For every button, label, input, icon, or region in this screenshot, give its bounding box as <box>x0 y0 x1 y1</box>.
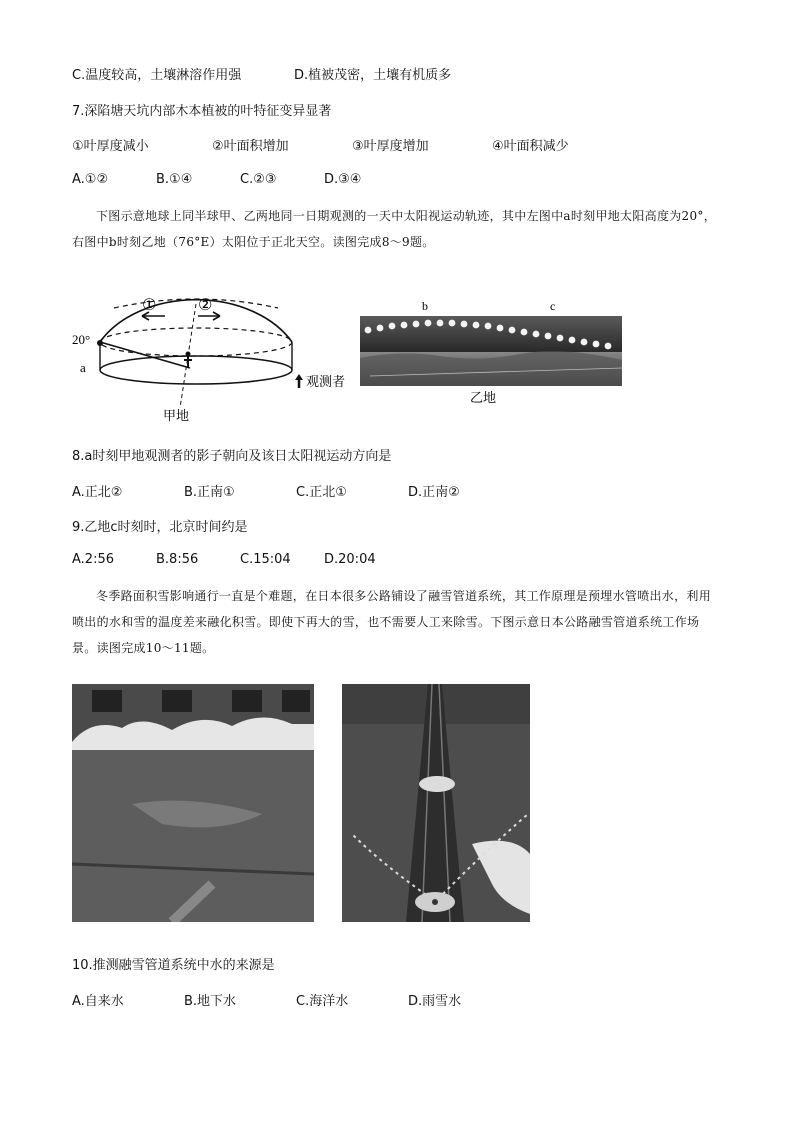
sun-path-diagram <box>70 268 630 428</box>
sun-dot <box>377 325 384 332</box>
sprinkler-center-icon <box>432 899 438 905</box>
sun-dot <box>389 323 396 330</box>
q7-option-b: B.①④ <box>156 172 193 187</box>
sun-position-a <box>97 340 103 346</box>
q10-options-row <box>72 990 461 1009</box>
q6-options-row <box>72 64 451 83</box>
q10-option-a: A.自来水 <box>72 994 124 1009</box>
q10-option-d: D.雨雪水 <box>408 994 462 1009</box>
q9-option-a: A.2:56 <box>72 552 114 567</box>
snow-melting-photo-right <box>342 684 530 922</box>
q9-option-b: B.8:56 <box>156 552 199 567</box>
jia-di-label: 甲地 <box>163 409 190 424</box>
q7-stem: 7.深陷塘天坑内部木本植被的叶特征变异显著 <box>72 104 332 119</box>
sun-dot <box>425 320 432 327</box>
sun-dot <box>509 327 516 334</box>
point-c-label: c <box>550 299 556 313</box>
q7-item-4: ④叶面积减少 <box>492 139 569 154</box>
sun-dot <box>485 323 492 330</box>
sun-dot <box>581 339 588 346</box>
horizon-ellipse <box>100 356 292 384</box>
q9-option-c: C.15:04 <box>240 552 291 567</box>
q7-items-row <box>72 135 569 154</box>
observer-legend-label: 观测者 <box>306 375 346 390</box>
q7-option-c: C.②③ <box>240 172 277 187</box>
direction-1-label: ① <box>142 295 157 314</box>
q8-option-c: C.正北① <box>296 485 347 500</box>
sun-dot <box>365 327 372 334</box>
q10-option-b: B.地下水 <box>184 994 237 1009</box>
sun-dot <box>413 321 420 328</box>
yi-di-label: 乙地 <box>470 391 497 406</box>
sun-dot <box>473 322 480 329</box>
intro-paragraph-10-11: 冬季路面积雪影响通行一直是个难题，在日本很多公路铺设了融雪管道系统，其工作原理是预埋水管喷出水，利用喷出的水和雪的温度差来融化积雪。即使下再大的雪，也不需要人工来除雪。下图示意日本公路融雪管道系统工作场景。读图完成10～11题。 <box>72 589 712 655</box>
sun-ray-line <box>100 342 190 368</box>
q7-item-2: ②叶面积增加 <box>212 139 289 154</box>
window <box>92 690 122 712</box>
sun-dot <box>593 341 600 348</box>
q6-option-d: D.植被茂密，土壤有机质多 <box>294 68 452 83</box>
q7-item-3: ③叶厚度增加 <box>352 139 429 154</box>
observer-head-icon <box>186 352 191 357</box>
altitude-20-label: 20° <box>72 332 91 347</box>
snow-patch <box>419 776 455 792</box>
q8-option-b: B.正南① <box>184 485 235 500</box>
sun-dot <box>449 320 456 327</box>
point-b-label: b <box>422 299 428 313</box>
q8-stem: 8.a时刻甲地观测者的影子朝向及该日太阳视运动方向是 <box>72 449 392 464</box>
q7-option-a: A.①② <box>72 172 109 187</box>
q10-option-c: C.海洋水 <box>296 994 349 1009</box>
sun-dot <box>569 337 576 344</box>
q7-options-row <box>72 172 361 187</box>
window <box>232 690 262 712</box>
sun-path-dashed <box>100 328 292 356</box>
snow-melting-photo-left <box>72 684 314 922</box>
q9-stem: 9.乙地c时刻时，北京时间约是 <box>72 520 248 535</box>
sun-dot <box>533 331 540 338</box>
sun-dot <box>401 322 408 329</box>
intro-paragraph-8-9: 下图示意地球上同半球甲、乙两地同一日期观测的一天中太阳视运动轨迹，其中左图中a时刻甲地太阳高度为20°，右图中b时刻乙地（76°E）太阳位于正北天空。读图完成8～9题。 <box>72 209 717 249</box>
q8-options-row <box>72 481 460 500</box>
q7-item-1: ①叶厚度减小 <box>72 139 149 154</box>
sun-dot <box>605 343 612 350</box>
photo-right-scene <box>342 684 530 922</box>
direction-2-label: ② <box>198 295 213 314</box>
q8-option-d: D.正南② <box>408 485 460 500</box>
q7-option-d: D.③④ <box>324 172 362 187</box>
q6-option-c: C.温度较高，土壤淋溶作用强 <box>72 68 242 83</box>
window <box>282 690 310 712</box>
sun-dot <box>545 333 552 340</box>
sun-dot <box>557 335 564 342</box>
point-a-label: a <box>80 360 86 375</box>
sun-dot <box>437 320 444 327</box>
q9-options-row <box>72 552 376 567</box>
sun-dot <box>521 329 528 336</box>
observer-legend-arrowhead <box>295 374 303 380</box>
window <box>162 690 192 712</box>
q9-option-d: D.20:04 <box>324 552 376 567</box>
sun-dot <box>461 321 468 328</box>
sun-dot <box>497 325 504 332</box>
photo-left-scene <box>72 684 314 922</box>
q8-option-a: A.正北② <box>72 485 123 500</box>
q10-stem: 10.推测融雪管道系统中水的来源是 <box>72 958 275 973</box>
sun-path-figure <box>70 268 630 428</box>
